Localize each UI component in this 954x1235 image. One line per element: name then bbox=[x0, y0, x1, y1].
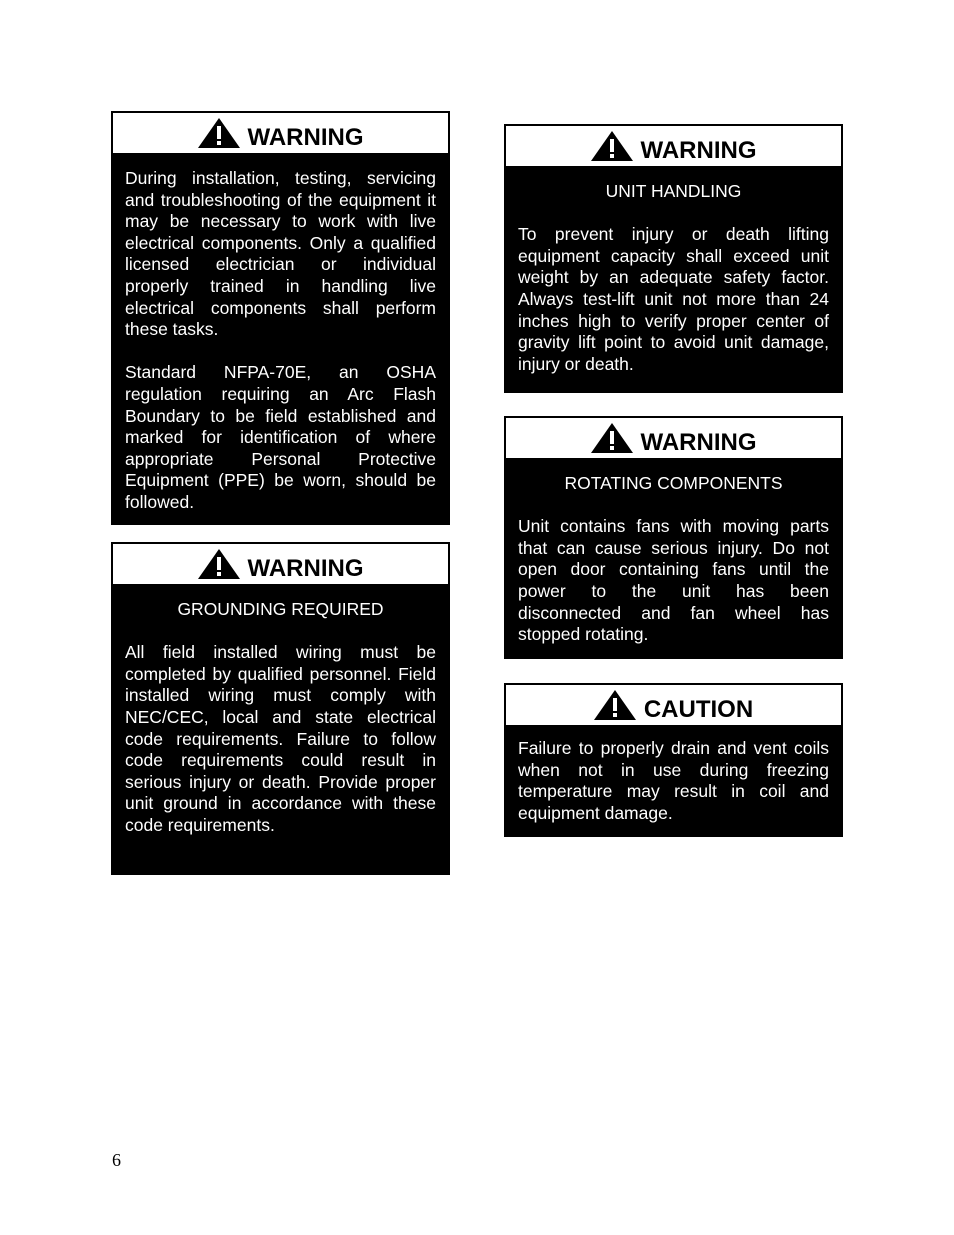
caution-body bbox=[506, 725, 841, 824]
warning-body bbox=[113, 153, 448, 514]
warning-body bbox=[506, 166, 841, 375]
warning-subtitle: UNIT HANDLING bbox=[605, 181, 742, 201]
caution-paragraph: Failure to properly drain and vent coils when not in use during freezing temperature may result in coil and equipment damage. bbox=[518, 738, 829, 823]
warning-subtitle: ROTATING COMPONENTS bbox=[564, 473, 783, 493]
warning-paragraph: Unit contains fans with moving parts that can cause serious injury. Do not open door containing fans until the power to the unit has been disconnected and fan wheel has stopped rotating. bbox=[518, 516, 829, 645]
warning-triangle-icon bbox=[198, 549, 240, 579]
warning-label: WARNING bbox=[640, 137, 757, 164]
warning-paragraph: During installation, testing, servicing and troubleshooting of the equipment it may be necessary to work with live electrical components. Only a qualified licensed electrician or individual properly trained in handling live electrical components shall perform these tasks. bbox=[125, 168, 436, 340]
warning-rotating-box bbox=[504, 416, 843, 659]
caution-label: CAUTION bbox=[643, 696, 754, 723]
caution-header bbox=[506, 685, 841, 725]
warning-grounding-box bbox=[111, 542, 450, 875]
warning-body bbox=[506, 458, 841, 646]
warning-triangle-icon bbox=[594, 690, 636, 720]
warning-label: WARNING bbox=[247, 124, 364, 151]
warning-electrical-box bbox=[111, 111, 450, 525]
warning-triangle-icon bbox=[198, 118, 240, 148]
warning-label: WARNING bbox=[640, 429, 757, 456]
warning-paragraph: Standard NFPA-70E, an OSHA regulation requiring an Arc Flash Boundary to be field established and marked for identification of where appropriate Personal Protective Equipment (PPE) be worn, should be followed. bbox=[125, 362, 436, 512]
caution-box bbox=[504, 683, 843, 837]
warning-header bbox=[113, 544, 448, 584]
warning-header bbox=[506, 418, 841, 458]
page-number: 6 bbox=[112, 1150, 121, 1170]
warning-header bbox=[113, 113, 448, 153]
warning-subtitle: GROUNDING REQUIRED bbox=[177, 599, 384, 619]
warning-body bbox=[113, 584, 448, 837]
warning-unit-handling-box bbox=[504, 124, 843, 393]
warning-header bbox=[506, 126, 841, 166]
warning-triangle-icon bbox=[591, 423, 633, 453]
warning-paragraph: To prevent injury or death lifting equipment capacity shall exceed unit weight by an adequate safety factor. Always test-lift unit not more than 24 inches high to verify proper center of gravity lift point to avoid unit damage, injury or death. bbox=[518, 224, 829, 374]
warning-triangle-icon bbox=[591, 131, 633, 161]
warning-paragraph: All field installed wiring must be completed by qualified personnel. Field installed wiring must comply with NEC/CEC, local and state electrical code requirements. Failure to follow code requirements could result in serious injury or death. Provide proper unit ground in accordance with these code requirements. bbox=[125, 642, 436, 835]
warning-label: WARNING bbox=[247, 555, 364, 582]
